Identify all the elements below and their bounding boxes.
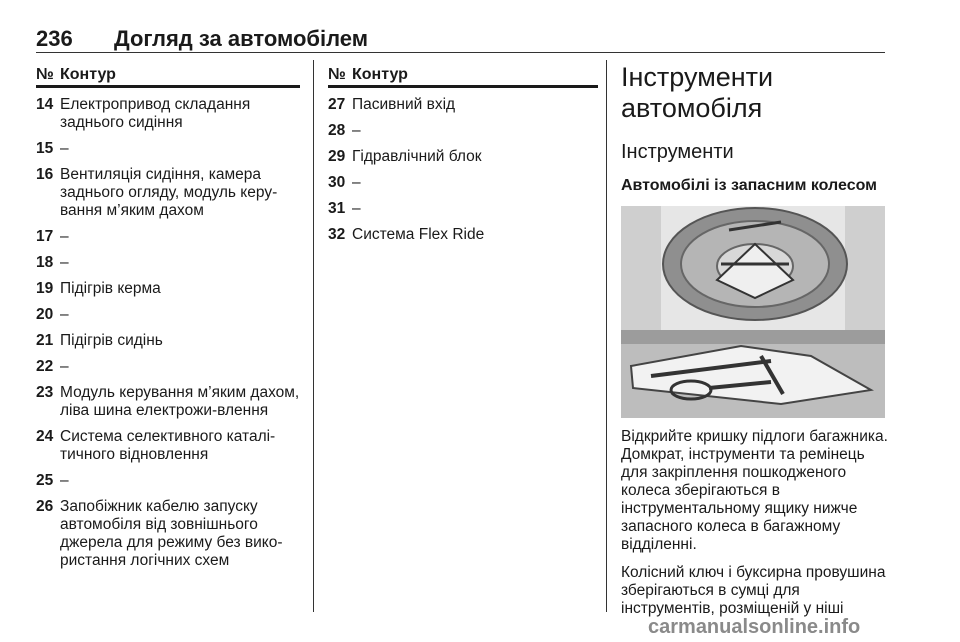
fuse-list-2 <box>328 96 598 244</box>
circuit-description: – <box>352 200 361 217</box>
section-subsubtitle: Автомобілі із запасним колесом <box>621 177 877 194</box>
fuse-number: 32 <box>328 226 346 243</box>
fuse-list-1 <box>36 96 300 570</box>
circuit-description: Вентиляція сидіння, камера заднього огляду, модуль керу-вання м’яким дахом <box>60 166 278 219</box>
table-header-rule <box>328 85 598 88</box>
fuse-number: 27 <box>328 96 346 113</box>
table-row <box>328 122 598 140</box>
circuit-description: – <box>60 472 69 489</box>
table-row <box>36 140 300 158</box>
circuit-description: – <box>60 140 69 157</box>
table-row <box>36 228 300 246</box>
section-title: Інструменти автомобіля <box>621 62 774 123</box>
table-row <box>36 428 300 464</box>
circuit-description: Підігрів сидінь <box>60 332 163 349</box>
table-row <box>36 96 300 132</box>
fuse-number: 29 <box>328 148 346 165</box>
paragraph-2: Колісний ключ і буксирна провушина зберігаються в сумці для інструментів, розміщеній у ніші <box>621 564 886 617</box>
table-row <box>36 306 300 324</box>
page-header <box>36 26 885 54</box>
table-row <box>36 472 300 490</box>
table-row <box>36 166 300 220</box>
fuse-number: 17 <box>36 228 54 245</box>
fuse-number: 20 <box>36 306 54 323</box>
table-row <box>36 254 300 272</box>
paragraph-1: Відкрийте кришку підлоги багажника. Домкрат, інструменти та ремінець для закріплення пошкодженого колеса зберігаються в інструментальному ящику нижче запасного колеса в багажному відділенні. <box>621 428 888 553</box>
fuse-number: 21 <box>36 332 54 349</box>
fuse-number: 15 <box>36 140 54 157</box>
table-header-no: № <box>328 66 346 83</box>
fuse-number: 28 <box>328 122 346 139</box>
illustration-svg <box>621 206 885 418</box>
circuit-description: Гідравлічний блок <box>352 148 482 165</box>
fuse-table-col2 <box>328 60 598 244</box>
fuse-number: 31 <box>328 200 346 217</box>
table-header <box>328 60 598 88</box>
circuit-description: – <box>60 358 69 375</box>
table-row <box>328 226 598 244</box>
circuit-description: Система Flex Ride <box>352 226 485 243</box>
circuit-description: – <box>352 174 361 191</box>
tools-section <box>621 60 891 618</box>
circuit-description: Запобіжник кабелю запуску автомобіля від зовнішнього джерела для режиму без вико-ристання логічних схем <box>60 498 283 569</box>
table-header-label: Контур <box>60 66 116 83</box>
column-divider-1 <box>313 60 314 612</box>
table-row <box>328 148 598 166</box>
fuse-number: 25 <box>36 472 54 489</box>
circuit-description: Система селективного каталі-тичного відновлення <box>60 428 276 463</box>
section-subtitle: Інструменти <box>621 141 734 163</box>
table-header-no: № <box>36 66 54 83</box>
fuse-number: 24 <box>36 428 54 445</box>
circuit-description: – <box>60 254 69 271</box>
circuit-description: – <box>60 228 69 245</box>
table-row <box>328 96 598 114</box>
circuit-description: – <box>60 306 69 323</box>
fuse-table-col1 <box>36 60 300 570</box>
page-number: 236 <box>36 26 73 51</box>
fuse-number: 18 <box>36 254 54 271</box>
circuit-description: Модуль керування м’яким дахом, ліва шина електрожи-влення <box>60 384 300 419</box>
table-row <box>36 332 300 350</box>
table-row <box>36 280 300 298</box>
circuit-description: Пасивний вхід <box>352 96 456 113</box>
column-divider-2 <box>606 60 607 612</box>
circuit-description: – <box>352 122 361 139</box>
table-row <box>36 358 300 376</box>
table-row <box>328 200 598 218</box>
circuit-description: Електропривод складання заднього сидіння <box>60 96 251 131</box>
circuit-description: Підігрів керма <box>60 280 161 297</box>
fuse-number: 16 <box>36 166 54 183</box>
fuse-number: 22 <box>36 358 54 375</box>
header-rule <box>36 52 885 53</box>
table-row <box>36 498 300 570</box>
spare-wheel-tools-illustration <box>621 206 885 418</box>
chapter-title: Догляд за автомобілем <box>114 26 369 51</box>
table-row <box>36 384 300 420</box>
fuse-number: 23 <box>36 384 54 401</box>
fuse-number: 30 <box>328 174 346 191</box>
fuse-number: 14 <box>36 96 54 113</box>
table-header <box>36 60 300 88</box>
fuse-number: 26 <box>36 498 54 515</box>
fuse-number: 19 <box>36 280 54 297</box>
table-row <box>328 174 598 192</box>
watermark: carmanualsonline.info <box>648 616 861 638</box>
table-header-label: Контур <box>352 66 408 83</box>
table-header-rule <box>36 85 300 88</box>
